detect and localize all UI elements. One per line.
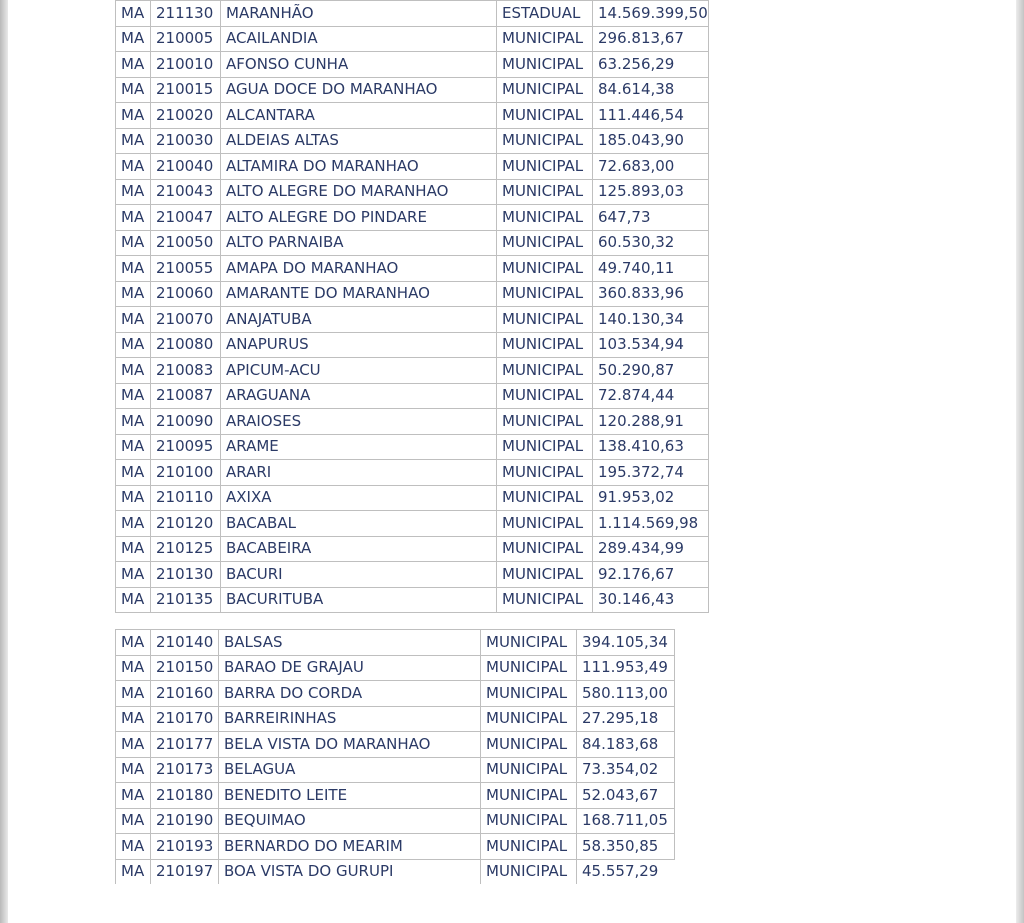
name-cell: ARARI [221,460,497,486]
name-cell: BACURITUBA [221,587,497,613]
code-cell: 210040 [151,154,221,180]
sphere-cell: MUNICIPAL [497,52,593,78]
name-cell: BERNARDO DO MEARIM [219,834,481,860]
code-cell: 210197 [151,859,219,884]
uf-cell: MA [116,757,151,783]
amount-cell: 111.953,49 [577,655,675,681]
name-cell: MARANHÃO [221,1,497,27]
sphere-cell: MUNICIPAL [497,562,593,588]
code-cell: 210055 [151,256,221,282]
table-row [116,281,709,307]
uf-cell: MA [116,383,151,409]
name-cell: ALDEIAS ALTAS [221,128,497,154]
amount-cell: 72.683,00 [593,154,709,180]
table-row [116,834,675,860]
sphere-cell: MUNICIPAL [497,77,593,103]
table-row [116,434,709,460]
name-cell: ANAJATUBA [221,307,497,333]
uf-cell: MA [116,732,151,758]
table-row [116,52,709,78]
sphere-cell: MUNICIPAL [481,706,577,732]
uf-cell: MA [116,205,151,231]
sphere-cell: MUNICIPAL [481,834,577,860]
table-row [116,587,709,613]
uf-cell: MA [116,511,151,537]
table-row [116,409,709,435]
code-cell: 211130 [151,1,221,27]
amount-cell: 58.350,85 [577,834,675,860]
sphere-cell: MUNICIPAL [497,154,593,180]
sphere-cell: MUNICIPAL [497,205,593,231]
name-cell: ALTO ALEGRE DO MARANHAO [221,179,497,205]
table-row [116,307,709,333]
name-cell: ALTO ALEGRE DO PINDARE [221,205,497,231]
uf-cell: MA [116,281,151,307]
table-row [116,26,709,52]
uf-cell: MA [116,77,151,103]
amount-cell: 49.740,11 [593,256,709,282]
table-row [116,783,675,809]
page-shadow-right [1016,0,1024,923]
amount-cell: 84.183,68 [577,732,675,758]
name-cell: ALTO PARNAIBA [221,230,497,256]
name-cell: BEQUIMAO [219,808,481,834]
code-cell: 210095 [151,434,221,460]
name-cell: ARAIOSES [221,409,497,435]
sphere-cell: MUNICIPAL [497,587,593,613]
code-cell: 210110 [151,485,221,511]
amount-cell: 125.893,03 [593,179,709,205]
code-cell: 210173 [151,757,219,783]
sphere-cell: MUNICIPAL [481,783,577,809]
name-cell: ARAME [221,434,497,460]
amount-cell: 92.176,67 [593,562,709,588]
name-cell: AFONSO CUNHA [221,52,497,78]
code-cell: 210087 [151,383,221,409]
amount-cell: 52.043,67 [577,783,675,809]
uf-cell: MA [116,859,151,884]
uf-cell: MA [116,230,151,256]
sphere-cell: MUNICIPAL [497,332,593,358]
name-cell: AGUA DOCE DO MARANHAO [221,77,497,103]
sphere-cell: MUNICIPAL [497,230,593,256]
amount-cell: 60.530,32 [593,230,709,256]
amount-cell: 185.043,90 [593,128,709,154]
code-cell: 210120 [151,511,221,537]
amount-cell: 30.146,43 [593,587,709,613]
code-cell: 210070 [151,307,221,333]
name-cell: AXIXA [221,485,497,511]
table-row [116,383,709,409]
sphere-cell: MUNICIPAL [481,630,577,656]
amount-cell: 140.130,34 [593,307,709,333]
amount-cell: 120.288,91 [593,409,709,435]
table-row [116,536,709,562]
sphere-cell: MUNICIPAL [497,511,593,537]
table-row [116,681,675,707]
amount-cell: 296.813,67 [593,26,709,52]
name-cell: ALCANTARA [221,103,497,129]
table-row [116,358,709,384]
sphere-cell: MUNICIPAL [497,256,593,282]
sphere-cell: MUNICIPAL [497,307,593,333]
amount-cell: 14.569.399,50 [593,1,709,27]
name-cell: BARRA DO CORDA [219,681,481,707]
code-cell: 210180 [151,783,219,809]
sphere-cell: MUNICIPAL [481,732,577,758]
name-cell: BARREIRINHAS [219,706,481,732]
uf-cell: MA [116,26,151,52]
sphere-cell: MUNICIPAL [497,128,593,154]
uf-cell: MA [116,834,151,860]
amount-cell: 580.113,00 [577,681,675,707]
sphere-cell: MUNICIPAL [497,485,593,511]
amount-cell: 63.256,29 [593,52,709,78]
code-cell: 210100 [151,460,221,486]
table-row [116,460,709,486]
uf-cell: MA [116,434,151,460]
uf-cell: MA [116,128,151,154]
sphere-cell: MUNICIPAL [497,536,593,562]
code-cell: 210047 [151,205,221,231]
uf-cell: MA [116,409,151,435]
code-cell: 210150 [151,655,219,681]
uf-cell: MA [116,52,151,78]
code-cell: 210130 [151,562,221,588]
code-cell: 210020 [151,103,221,129]
name-cell: BARAO DE GRAJAU [219,655,481,681]
uf-cell: MA [116,681,151,707]
uf-cell: MA [116,1,151,27]
table-row [116,1,709,27]
table-row [116,230,709,256]
table-row [116,732,675,758]
code-cell: 210083 [151,358,221,384]
uf-cell: MA [116,808,151,834]
sphere-cell: MUNICIPAL [497,434,593,460]
sphere-cell: MUNICIPAL [481,681,577,707]
uf-cell: MA [116,587,151,613]
sphere-cell: MUNICIPAL [481,757,577,783]
amount-cell: 91.953,02 [593,485,709,511]
amount-cell: 103.534,94 [593,332,709,358]
name-cell: ACAILANDIA [221,26,497,52]
name-cell: AMARANTE DO MARANHAO [221,281,497,307]
page-shadow-left [0,0,8,923]
name-cell: BACABAL [221,511,497,537]
sphere-cell: MUNICIPAL [481,808,577,834]
uf-cell: MA [116,358,151,384]
table-row [116,511,709,537]
table-row [116,485,709,511]
code-cell: 210030 [151,128,221,154]
name-cell: APICUM-ACU [221,358,497,384]
amount-cell: 1.114.569,98 [593,511,709,537]
amount-cell: 647,73 [593,205,709,231]
uf-cell: MA [116,706,151,732]
code-cell: 210050 [151,230,221,256]
table-row [116,256,709,282]
sphere-cell: MUNICIPAL [497,460,593,486]
amount-cell: 168.711,05 [577,808,675,834]
uf-cell: MA [116,783,151,809]
uf-cell: MA [116,630,151,656]
amount-cell: 360.833,96 [593,281,709,307]
sphere-cell: MUNICIPAL [497,103,593,129]
table-row [116,859,675,884]
sphere-cell: MUNICIPAL [481,655,577,681]
sphere-cell: MUNICIPAL [481,859,577,884]
table-row [116,154,709,180]
amount-cell: 84.614,38 [593,77,709,103]
amount-cell: 27.295,18 [577,706,675,732]
code-cell: 210080 [151,332,221,358]
uf-cell: MA [116,154,151,180]
name-cell: ARAGUANA [221,383,497,409]
uf-cell: MA [116,655,151,681]
table-row [116,655,675,681]
code-cell: 210177 [151,732,219,758]
table-row [116,103,709,129]
code-cell: 210193 [151,834,219,860]
table-row [116,562,709,588]
uf-cell: MA [116,562,151,588]
code-cell: 210090 [151,409,221,435]
amount-cell: 72.874,44 [593,383,709,409]
amount-cell: 45.557,29 [577,859,675,884]
code-cell: 210125 [151,536,221,562]
document-page [8,0,1016,923]
code-cell: 210015 [151,77,221,103]
sphere-cell: MUNICIPAL [497,358,593,384]
amount-cell: 289.434,99 [593,536,709,562]
amount-cell: 111.446,54 [593,103,709,129]
uf-cell: MA [116,179,151,205]
table-row [116,77,709,103]
table-row [116,205,709,231]
code-cell: 210160 [151,681,219,707]
uf-cell: MA [116,460,151,486]
code-cell: 210005 [151,26,221,52]
table-row [116,630,675,656]
code-cell: 210043 [151,179,221,205]
name-cell: BACABEIRA [221,536,497,562]
name-cell: BENEDITO LEITE [219,783,481,809]
sphere-cell: MUNICIPAL [497,179,593,205]
transfer-table-2 [115,629,675,884]
uf-cell: MA [116,307,151,333]
code-cell: 210060 [151,281,221,307]
sphere-cell: MUNICIPAL [497,409,593,435]
uf-cell: MA [116,256,151,282]
name-cell: ANAPURUS [221,332,497,358]
code-cell: 210190 [151,808,219,834]
name-cell: BELAGUA [219,757,481,783]
name-cell: BELA VISTA DO MARANHAO [219,732,481,758]
sphere-cell: MUNICIPAL [497,383,593,409]
code-cell: 210170 [151,706,219,732]
table-row [116,757,675,783]
amount-cell: 195.372,74 [593,460,709,486]
name-cell: BACURI [221,562,497,588]
uf-cell: MA [116,332,151,358]
uf-cell: MA [116,536,151,562]
table-row [116,332,709,358]
sphere-cell: ESTADUAL [497,1,593,27]
table-row [116,128,709,154]
sphere-cell: MUNICIPAL [497,281,593,307]
name-cell: BALSAS [219,630,481,656]
name-cell: ALTAMIRA DO MARANHAO [221,154,497,180]
code-cell: 210135 [151,587,221,613]
sphere-cell: MUNICIPAL [497,26,593,52]
table-row [116,706,675,732]
name-cell: AMAPA DO MARANHAO [221,256,497,282]
code-cell: 210140 [151,630,219,656]
amount-cell: 394.105,34 [577,630,675,656]
uf-cell: MA [116,103,151,129]
table-row [116,808,675,834]
uf-cell: MA [116,485,151,511]
amount-cell: 138.410,63 [593,434,709,460]
amount-cell: 73.354,02 [577,757,675,783]
transfer-table-1 [115,0,709,613]
name-cell: BOA VISTA DO GURUPI [219,859,481,884]
amount-cell: 50.290,87 [593,358,709,384]
table-row [116,179,709,205]
code-cell: 210010 [151,52,221,78]
